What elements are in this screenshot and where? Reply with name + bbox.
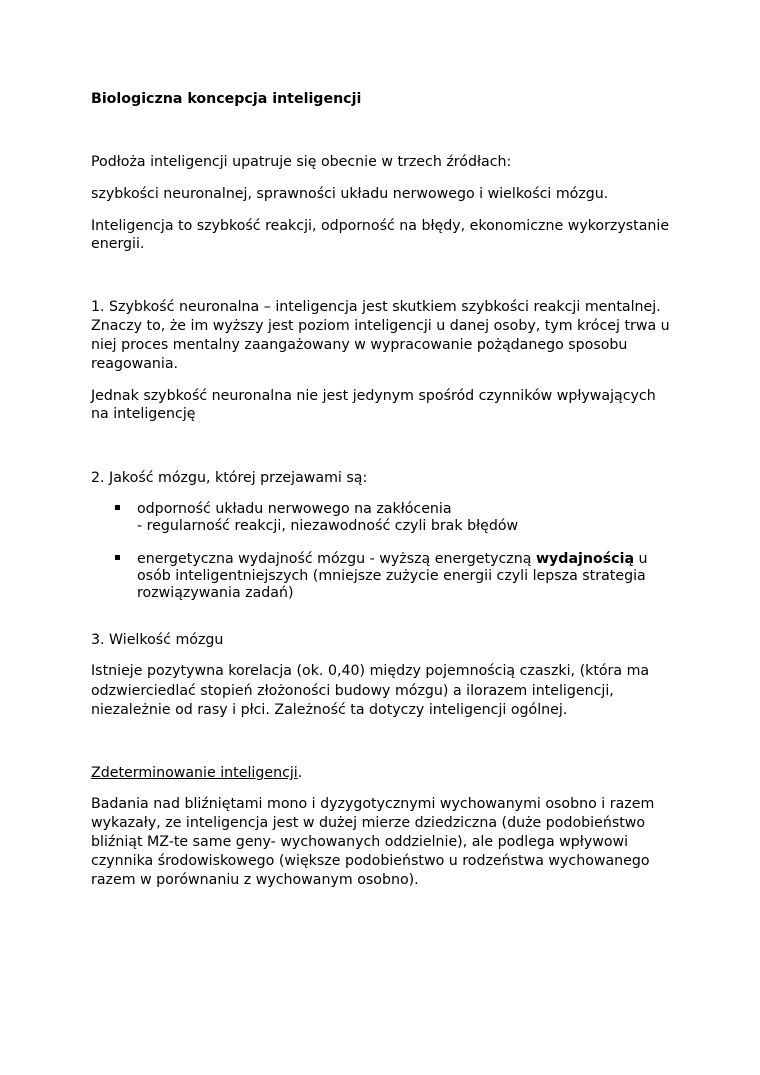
section1-note-line: na inteligencję bbox=[91, 406, 196, 422]
bullet1-line: - regularność reakcji, niezawodność czyli brak błędów bbox=[137, 518, 519, 534]
section4-heading-suffix: . bbox=[297, 765, 303, 781]
section1-line: Znaczy to, że im wyższy jest poziom inteligencji u danej osoby, tym krócej trwa u bbox=[91, 318, 670, 334]
bullet2-text-suffix: u bbox=[634, 551, 648, 567]
section4-line: wykazały, ze inteligencja jest w dużej mierze dziedziczna (duże podobieństwo bbox=[91, 815, 646, 831]
intro-paragraph-2: szybkości neuronalnej, sprawności układu nerwowego i wielkości mózgu. bbox=[91, 186, 609, 202]
section4-line: Badania nad bliźniętami mono i dyzygotycznymi wychowanymi osobno i razem bbox=[91, 796, 655, 812]
section1-note-line: Jednak szybkość neuronalna nie jest jedynym spośród czynników wpływających bbox=[91, 388, 656, 404]
intro-paragraph-3-line-1: Inteligencja to szybkość reakcji, odporność na błędy, ekonomiczne wykorzystanie bbox=[91, 218, 670, 234]
section3-line: niezależnie od rasy i płci. Zależność ta dotyczy inteligencji ogólnej. bbox=[91, 702, 568, 718]
bullet1-line: odporność układu nerwowego na zakłócenia bbox=[137, 501, 452, 517]
section3-line: Istnieje pozytywna korelacja (ok. 0,40) między pojemnością czaszki, (która ma bbox=[91, 663, 650, 679]
bullet2-text: energetyczna wydajność mózgu - wyższą energetyczną bbox=[137, 551, 536, 567]
bullet2-line-3: rozwiązywania zadań) bbox=[137, 585, 294, 601]
bullet2-line-1 bbox=[137, 550, 648, 568]
section4-line: czynnika środowiskowego (większe podobieństwo u rodzeństwa wychowanego bbox=[91, 853, 650, 869]
bullet2-bold-text: wydajnością bbox=[535, 551, 635, 567]
intro-paragraph-1: Podłoża inteligencji upatruje się obecnie w trzech źródłach: bbox=[91, 154, 512, 170]
section4-heading-text: Zdeterminowanie inteligencji bbox=[91, 765, 298, 781]
section3-line: odzwierciedlać stopień złożoności budowy mózgu) a ilorazem inteligencji, bbox=[91, 683, 614, 699]
square-bullet-icon bbox=[115, 555, 120, 560]
document-title: Biologiczna koncepcja inteligencji bbox=[91, 91, 362, 107]
section1-line: 1. Szybkość neuronalna – inteligencja jest skutkiem szybkości reakcji mentalnej. bbox=[91, 299, 661, 315]
section4-line: razem w porównaniu z wychowanym osobno). bbox=[91, 872, 419, 888]
section2-heading: 2. Jakość mózgu, której przejawami są: bbox=[91, 470, 368, 486]
bullet2-line-2: osób inteligentniejszych (mniejsze zużycie energii czyli lepsza strategia bbox=[137, 568, 646, 584]
section4-heading bbox=[91, 764, 302, 782]
section3-heading: 3. Wielkość mózgu bbox=[91, 632, 224, 648]
square-bullet-icon bbox=[115, 505, 120, 510]
section4-line: bliźniąt MZ-te same geny- wychowanych oddzielnie), ale podlega wpływowi bbox=[91, 834, 629, 850]
intro-paragraph-3-line-2: energii. bbox=[91, 236, 145, 252]
section1-line: reagowania. bbox=[91, 356, 179, 372]
section1-line: niej proces mentalny zaangażowany w wypracowanie pożądanego sposobu bbox=[91, 337, 628, 353]
